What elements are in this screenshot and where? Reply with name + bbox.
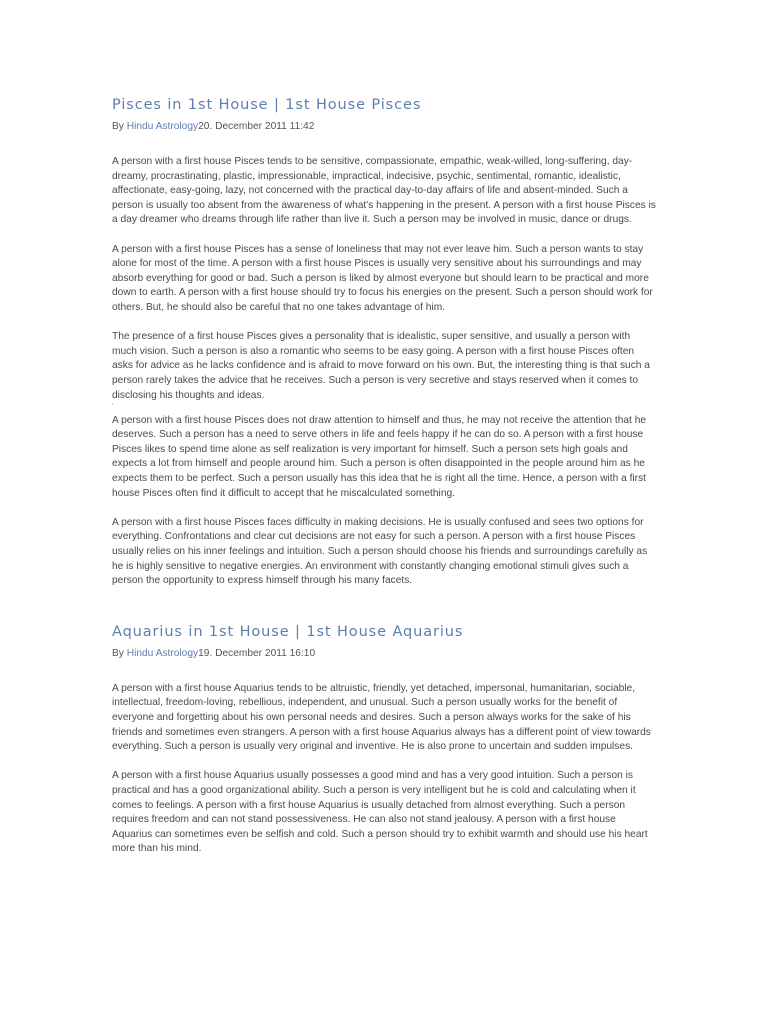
post-byline [112, 120, 657, 133]
post-date: 20. December 2011 11:42 [198, 121, 315, 132]
post-byline [112, 647, 657, 660]
post-aquarius [112, 623, 657, 857]
document-page [112, 96, 657, 857]
post-paragraph: A person with a first house Aquarius tends to be altruistic, friendly, yet detached, impersonal, humanitarian, sociable, intellectual, freedom-loving, rebellious, independent, and unusual. Such a person usually works for the benefit of everyone and forgetting about his own personal needs and desires. Such a person always works for the sake of his friends and sometimes even strangers. A person with a first house Aquarius always has a different point of view towards everything. Such a person is usually very original and inventive. He is also prone to uncertain and sudden impulses. [112, 682, 651, 753]
byline-by: By [112, 121, 127, 132]
post-paragraph: A person with a first house Aquarius usually possesses a good mind and has a very good intuition. Such a person is practical and has a good organizational ability. Such a person is very intelligent but he is cold and calculating when it comes to feelings. A person with a first house Aquarius is usually detached from almost everything. Such a person requires freedom and can not stand possessiveness. He can also not stand jealousy. A person with a first house Aquarius can sometimes even be selfish and cold. Such a person should try to exhibit warmth and should use his heart more than his mind. [112, 770, 648, 855]
author-link[interactable]: Hindu Astrology [126, 647, 199, 659]
post-title[interactable]: Aquarius in 1st House | 1st House Aquarius [112, 623, 464, 640]
byline-by: By [112, 647, 127, 659]
post-paragraph: The presence of a first house Pisces gives a personality that is idealistic, super sensitive, and usually a person with much vision. Such a person is also a romantic who seems to be easy going. A person with a first house Pisces often asks for advice as he lacks confidence and is afraid to move forward on his own. But, the interesting thing is that such a person rarely takes the advice that he receives. Such a person is very secretive and stays reserved when it comes to disclosing his thoughts and ideas. [112, 331, 650, 401]
post-pisces [112, 96, 657, 589]
post-paragraph: A person with a first house Pisces faces difficulty in making decisions. He is usually confused and sees two options for everything. Confrontations and clear cut decisions are not easy for such a person. A person with a first house Pisces usually relies on his inner feelings and intuition. Such a person should choose his friends and surroundings carefully as he is highly sensitive to negative energies. An environment with constantly changing emotional stimuli gives such a person the opportunity to express himself through his many facets. [112, 516, 648, 587]
post-date: 19. December 2011 16:10 [198, 647, 316, 659]
stray-quote-mark: ‘ [112, 402, 114, 410]
post-title[interactable]: Pisces in 1st House | 1st House Pisces [112, 97, 422, 113]
post-paragraph: A person with a first house Pisces has a sense of loneliness that may not ever leave him. Such a person wants to stay alone for most of the time. A person with a first house Pisces is usually very sensitive about his surroundings and may absorb everything for good or bad. Such a person is liked by almost everyone but should learn to be practical and more down to earth. A person with a first house should try to focus his energies on the present. Such a person should work for others. But, he should also be careful that no one takes advantage of him. [112, 243, 653, 313]
author-link[interactable]: Hindu Astrology [126, 121, 199, 132]
post-paragraph: A person with a first house Pisces does not draw attention to himself and thus, he may not receive the attention that he deserves. Such a person has a need to serve others in life and feels happy if he can do so. A person with a first house Pisces likes to spend time alone as self realization is very important for himself. Such a person sets high goals and expects a lot from himself and people around him. Such a person is often disappointed in the people around him as he expects them to be perfect. Such a person usually has this idea that he is right all the time. Hence, a person with a first house Pisces often find it difficult to accept that he miscalculated something. [112, 414, 647, 499]
post-paragraph: A person with a first house Pisces tends to be sensitive, compassionate, empathic, weak-willed, long-suffering, day-dreamy, procrastinating, plastic, impressionable, impractical, indecisive, psychic, sentimental, romantic, idealistic, affectionate, easy-going, lazy, not concerned with the practical day-to-day affairs of life and absent-minded. Such a person is usually too absent from the awareness of what's happening in the present. A person with a first house Pisces is a day dreamer who dreams through life rather than live it. Such a person may be involved in music, dance or drugs. [112, 156, 656, 226]
